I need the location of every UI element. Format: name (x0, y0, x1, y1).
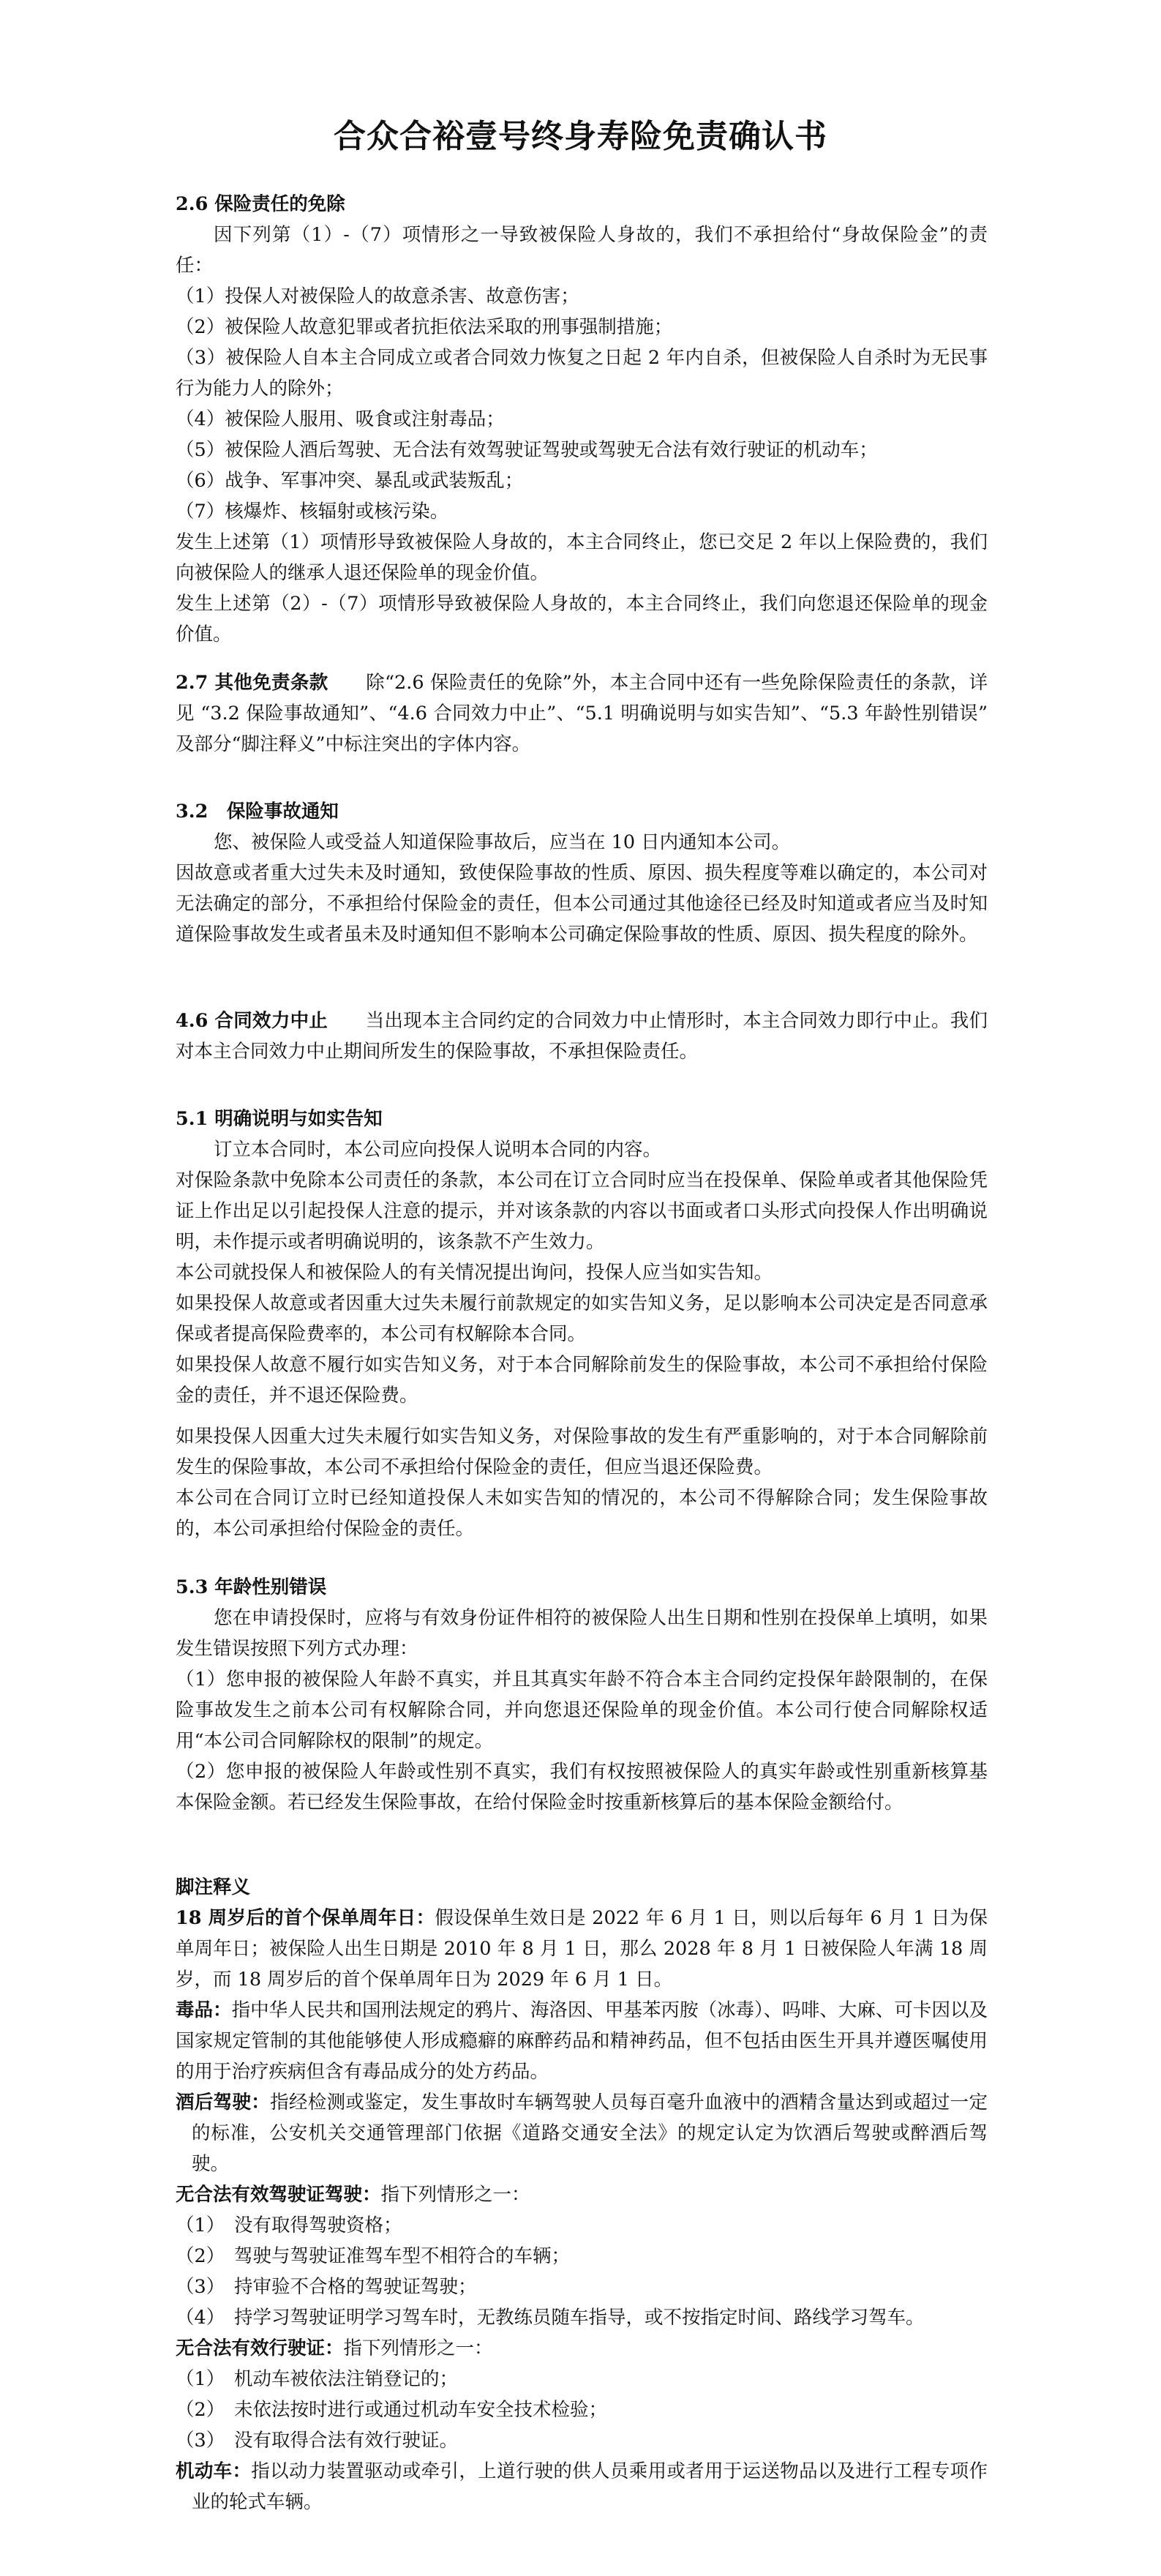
footnote-term: 无合法有效驾驶证驾驶： (176, 2184, 381, 2206)
paragraph: 如果投保人故意不履行如实告知义务，对于本合同解除前发生的保险事故，本公司不承担给付保险金的责任，并不退还保险费。 (176, 1354, 988, 1407)
paragraph: 对保险条款中免除本公司责任的条款，本公司在订立合同时应当在投保单、保险单或者其他保险凭证上作出足以引起投保人注意的提示，并对该条款的内容以书面或者口头形式向投保人作出明确说明，未作提示或者明确说明的，该条款不产生效力。 (176, 1169, 988, 1253)
paragraph: 因下列第（1）-（7）项情形之一导致被保险人身故的，我们不承担给付“身故保险金”的责任： (176, 224, 988, 277)
list-item: （6）战争、军事冲突、暴乱或武装叛乱； (176, 470, 524, 492)
paragraph: （1）您申报的被保险人年龄不真实，并且其真实年龄不符合本主合同约定投保年龄限制的，在保险事故发生之前本公司有权解除合同，并向您退还保险单的现金价值。本公司行使合同解除权适用“本公司合同解除权的限制”的规定。 (176, 1669, 988, 1752)
paragraph: 订立本合同时，本公司应向投保人说明本合同的内容。 (214, 1139, 662, 1161)
paragraph: 如果投保人故意或者因重大过失未履行前款规定的如实告知义务，足以影响本公司决定是否同意承保或者提高保险费率的，本公司有权解除本合同。 (176, 1292, 988, 1345)
footnote-text: 指以动力装置驱动或牵引，上道行驶的供人员乘用或者用于运送物品以及进行工程专项作业的轮式车辆。 (192, 2460, 988, 2513)
list-item: （5）被保险人酒后驾驶、无合法有效驾驶证驾驶或驾驶无合法有效行驶证的机动车； (176, 439, 878, 461)
footnote-text: 指下列情形之一： (343, 2337, 493, 2359)
footnote-drug (176, 1995, 988, 2087)
footnote-term: 18 周岁后的首个保单周年日： (176, 1907, 435, 1929)
section-5-1 (176, 1104, 988, 1544)
paragraph (176, 1006, 988, 1067)
footnote-no-permit (176, 2333, 988, 2364)
paragraph: 如果投保人因重大过失未履行如实告知义务，对保险事故的发生有严重影响的，对于本合同解除前发生的保险事故，本公司不承担给付保险金的责任，但应当退还保险费。 (176, 1426, 988, 1478)
paragraph (176, 667, 988, 760)
footnote-text: 指下列情形之一： (380, 2184, 530, 2206)
section-4-6 (176, 1006, 988, 1067)
list-item: （1） 机动车被依法注销登记的； (176, 2368, 458, 2390)
list-item: （2） 未依法按时进行或通过机动车安全技术检验； (176, 2399, 607, 2421)
section-heading: 2.7 其他免责条款 (176, 672, 328, 694)
footnote-text: 指经检测或鉴定，发生事故时车辆驾驶人员每百毫升血液中的酒精含量达到或超过一定的标准，公安机关交通管理部门依据《道路交通安全法》的规定认定为饮酒后驾驶或醉酒后驾驶。 (192, 2092, 988, 2175)
section-text: 除“2.6 保险责任的免除”外，本主合同中还有一些免除保险责任的条款，详见 “3.2 保险事故通知”、“4.6 合同效力中止”、“5.1 明确说明与如实告知”、“5.3 年龄性别错误” 及部分“脚注释义”中标注突出的字体内容。 (176, 672, 988, 755)
section-heading: 2.6 保险责任的免除 (176, 193, 345, 215)
section-2-6 (176, 189, 988, 650)
list-item: （4） 持学习驾驶证明学习驾车时，无教练员随车指导，或不按指定时间、路线学习驾车。 (176, 2307, 925, 2329)
paragraph: 您、被保险人或受益人知道保险事故后，应当在 10 日内通知本公司。 (214, 831, 791, 853)
footnote-term: 毒品： (176, 1999, 232, 2021)
section-3-2 (176, 796, 988, 950)
paragraph: 本公司就投保人和被保险人的有关情况提出询问，投保人应当如实告知。 (176, 1262, 773, 1284)
section-2-7 (176, 667, 988, 760)
list-item: （1）投保人对被保险人的故意杀害、故意伤害； (176, 285, 579, 307)
paragraph: 本公司在合同订立时已经知道投保人未如实告知的情况的，本公司不得解除合同；发生保险事故的，本公司承担给付保险金的责任。 (176, 1487, 988, 1540)
list-item: （3） 持审验不合格的驾驶证驾驶； (176, 2276, 477, 2298)
section-text: 当出现本主合同约定的合同效力中止情形时，本主合同效力即行中止。我们对本主合同效力中止期间所发生的保险事故，不承担保险责任。 (176, 1010, 988, 1063)
section-heading: 脚注释义 (176, 1876, 251, 1898)
footnote-no-license (176, 2179, 988, 2210)
section-heading: 5.3 年龄性别错误 (176, 1576, 327, 1598)
list-item: （7）核爆炸、核辐射或核污染。 (176, 501, 449, 523)
list-item: （3） 没有取得合法有效行驶证。 (176, 2430, 458, 2452)
paragraph: 您在申请投保时，应将与有效身份证件相符的被保险人出生日期和性别在投保单上填明，如果发生错误按照下列方式办理： (176, 1607, 988, 1660)
footnote-drunk-driving (176, 2087, 988, 2179)
page-title: 合众合裕壹号终身寿险免责确认书 (334, 118, 827, 155)
footnote-age18 (176, 1903, 988, 1995)
footnote-text: 假设保单生效日是 2022 年 6 月 1 日，则以后每年 6 月 1 日为保单周年日；被保险人出生日期是 2010 年 8 月 1 日，那么 2028 年 8 月 1 日被保险人年满 18 周岁，而 18 周岁后的首个保单周年日为 2029 年 6 月 1 日。 (176, 1907, 988, 1991)
list-item: （2）被保险人故意犯罪或者抗拒依法采取的刑事强制措施； (176, 316, 673, 338)
section-5-3 (176, 1572, 988, 1818)
list-item: （2） 驾驶与驾驶证准驾车型不相符合的车辆； (176, 2245, 570, 2267)
section-heading: 3.2 保险事故通知 (176, 801, 339, 823)
footnote-text: 指中华人民共和国刑法规定的鸦片、海洛因、甲基苯丙胺（冰毒）、吗啡、大麻、可卡因以及国家规定管制的其他能够使人形成瘾癖的麻醉药品和精神药品，但不包括由医生开具并遵医嘱使用的用于治疗疾病但含有毒品成分的处方药品。 (176, 1999, 988, 2083)
list-item: （3）被保险人自本主合同成立或者合同效力恢复之日起 2 年内自杀，但被保险人自杀时为无民事行为能力人的除外； (176, 347, 988, 400)
footnote-term: 无合法有效行驶证： (176, 2337, 344, 2359)
section-heading: 4.6 合同效力中止 (176, 1010, 328, 1032)
footnote-term: 机动车： (176, 2460, 252, 2482)
footnote-vehicle (176, 2456, 988, 2517)
paragraph: 因故意或者重大过失未及时通知，致使保险事故的性质、原因、损失程度等难以确定的，本公司对无法确定的部分，不承担给付保险金的责任，但本公司通过其他途径已经及时知道或者应当及时知道保险事故发生或者虽未及时通知但不影响本公司确定保险事故的性质、原因、损失程度的除外。 (176, 862, 988, 946)
footnote-term: 酒后驾驶： (176, 2092, 271, 2113)
paragraph: 发生上述第（2）-（7）项情形导致被保险人身故的，本主合同终止，我们向您退还保险单的现金价值。 (176, 593, 988, 645)
paragraph: （2）您申报的被保险人年龄或性别不真实，我们有权按照被保险人的真实年龄或性别重新核算基本保险金额。若已经发生保险事故，在给付保险金时按重新核算后的基本保险金额给付。 (176, 1761, 988, 1813)
footnotes-section (176, 1872, 988, 2517)
list-item: （4）被保险人服用、吸食或注射毒品； (176, 408, 505, 430)
paragraph: 发生上述第（1）项情形导致被保险人身故的，本主合同终止，您已交足 2 年以上保险费的，我们向被保险人的继承人退还保险单的现金价值。 (176, 531, 988, 584)
list-item: （1） 没有取得驾驶资格； (176, 2214, 402, 2236)
section-heading: 5.1 明确说明与如实告知 (176, 1108, 383, 1130)
